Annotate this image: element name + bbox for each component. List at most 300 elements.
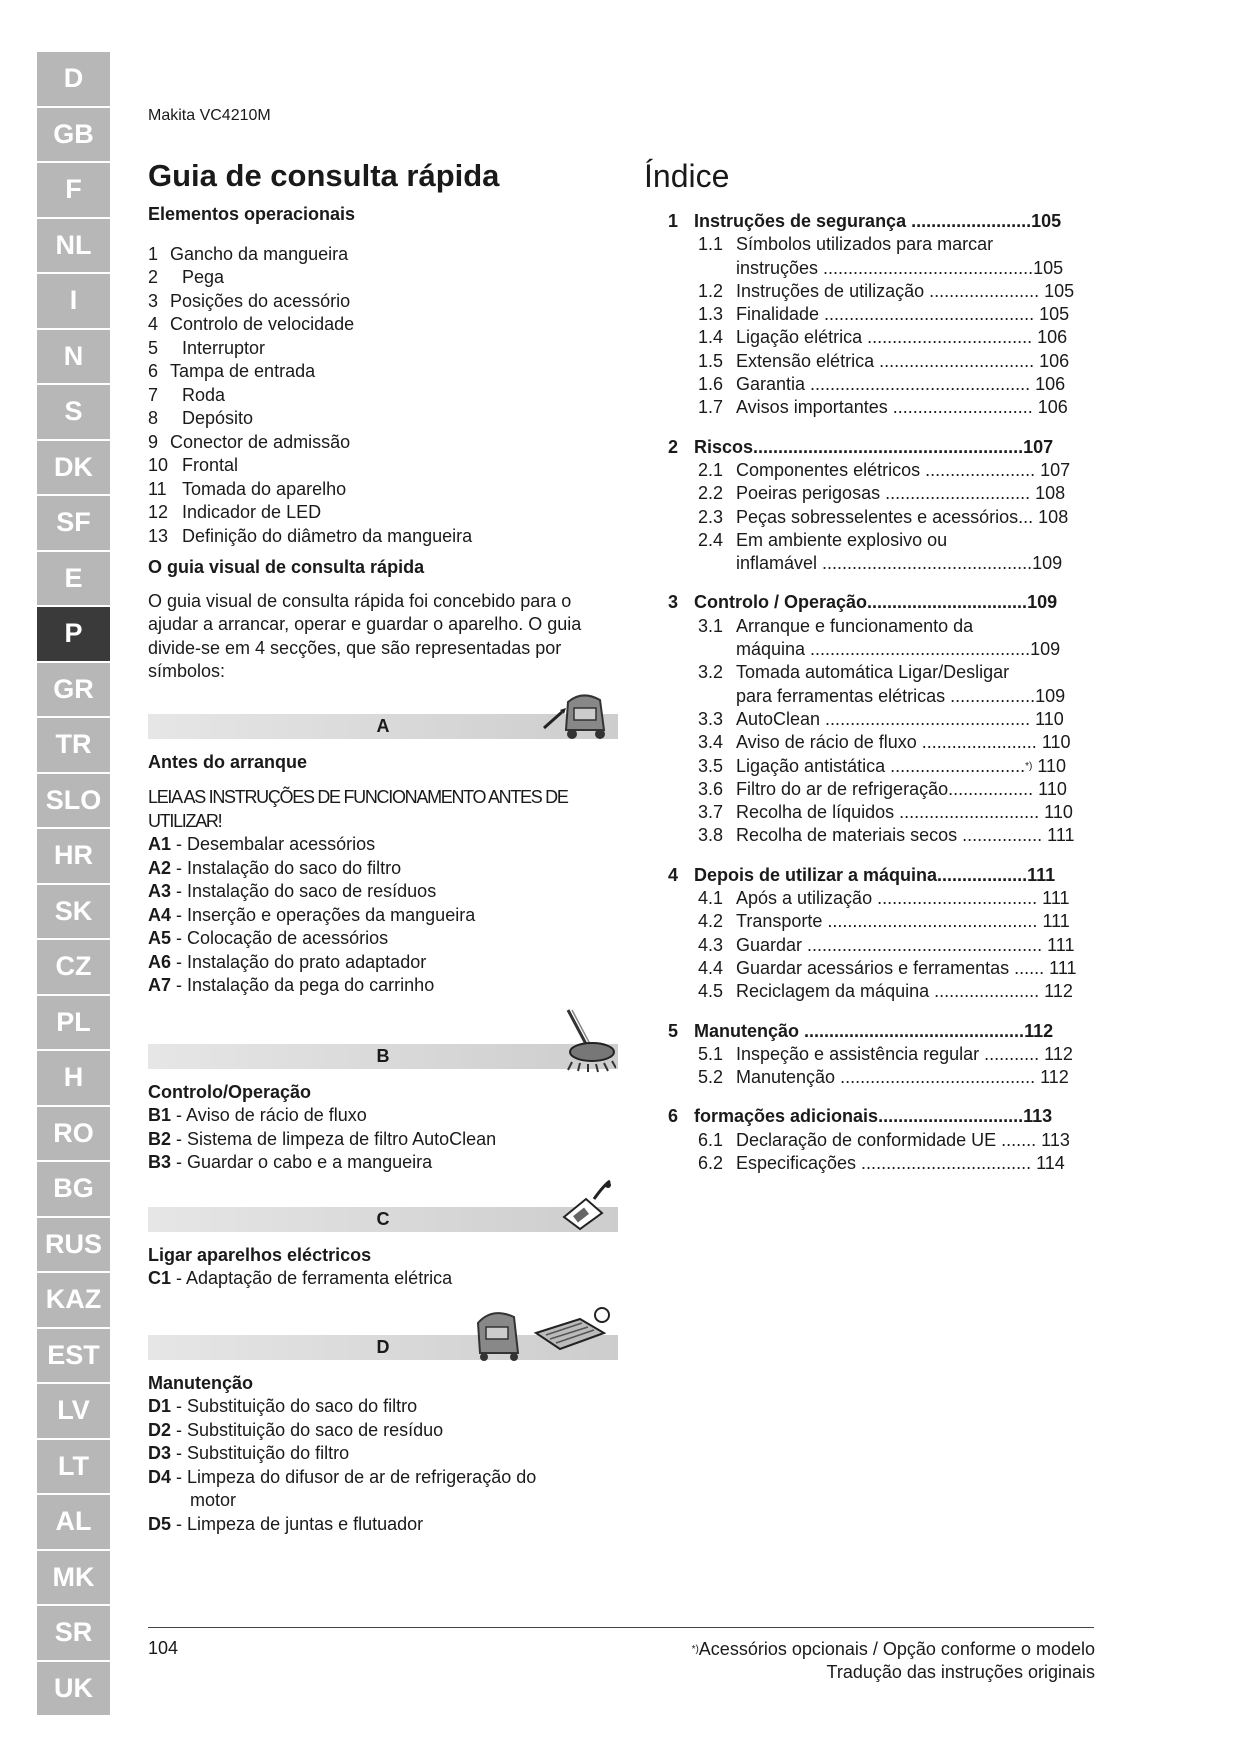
language-tab-mk[interactable]: MK: [37, 1551, 110, 1605]
toc-entry-number: 5.1: [698, 1043, 724, 1064]
toc-section-number: 1: [668, 211, 679, 231]
toc-entry-title: [736, 824, 1138, 847]
item-code: D2: [148, 1419, 172, 1440]
element-label: Depósito: [182, 408, 254, 428]
toc-section-title: Manutenção ............................................: [694, 1020, 1025, 1041]
toc-section-title: Depois de utilizar a máquina..................: [694, 864, 1028, 885]
toc-entry-title-text: Após a utilização ................................: [736, 888, 1038, 909]
element-number: 1: [148, 243, 159, 264]
language-tab-uk[interactable]: UK: [37, 1662, 110, 1716]
language-tab-dk[interactable]: DK: [37, 441, 110, 495]
item-text: - Instalação do saco de resíduos: [176, 881, 437, 901]
toc-entry-title: [736, 373, 1138, 396]
element-number: 2: [148, 267, 159, 287]
toc-entry-title-text: Ligação elétrica .................................: [736, 327, 1033, 348]
toc-entry-title-text: Especificações ..................................: [736, 1152, 1032, 1173]
operational-element: [148, 501, 618, 525]
operational-element: [148, 313, 618, 337]
toc-entry[interactable]: [668, 373, 1138, 396]
language-tab-sr[interactable]: SR: [37, 1606, 110, 1660]
toc-entry-page: 111: [1042, 888, 1070, 909]
item-code: C1: [148, 1268, 172, 1288]
toc-entry-number: 1.5: [698, 350, 724, 371]
toc-entry-number: 3.6: [698, 778, 724, 799]
language-tab-slo[interactable]: SLO: [37, 774, 110, 828]
floor-nozzle-icon: [556, 1008, 616, 1074]
toc-entry[interactable]: [668, 887, 1138, 910]
toc-section-page: 107: [1023, 436, 1054, 457]
power-tool-icon: [558, 1177, 614, 1233]
toc-entry-number: 4.1: [698, 888, 724, 909]
toc-section: [668, 436, 1138, 576]
item-text: - Instalação da pega do carrinho: [176, 975, 435, 995]
toc-entry-number: 1.7: [698, 397, 724, 418]
toc-entry-title-cont: máquina ............................................: [736, 639, 1031, 660]
toc-entry-page: 114: [1036, 1152, 1065, 1173]
toc-entry-number: 3.2: [698, 662, 724, 683]
toc-entry-page: 110: [1044, 802, 1073, 823]
toc-section-page: 109: [1027, 592, 1058, 613]
toc-section-title: Controlo / Operação................................: [694, 592, 1028, 613]
toc-entry-number: 3.3: [698, 708, 724, 729]
toc-section: [668, 210, 1138, 420]
section-bar-b: [148, 1044, 618, 1069]
element-label: Posições do acessório: [170, 290, 351, 311]
section-b-heading: Controlo/Operação: [148, 1081, 312, 1102]
read-instructions-warning: LEIA AS INSTRUÇÕES DE FUNCIONAMENTO ANTES DE UTILIZAR!: [148, 787, 568, 831]
toc-entry-page: 107: [1040, 459, 1071, 480]
item-code: D3: [148, 1443, 172, 1463]
toc-entry-number: 1.3: [698, 304, 724, 325]
guide-item: [148, 951, 618, 975]
section-a-heading: Antes do arranque: [148, 751, 308, 772]
element-label: Controlo de velocidade: [170, 314, 355, 334]
language-tab-d[interactable]: D: [37, 52, 110, 106]
operational-element: [148, 525, 618, 549]
toc-section-number: 5: [668, 1020, 679, 1041]
item-code: A5: [148, 928, 172, 948]
operational-element: [148, 454, 618, 478]
language-tab-est[interactable]: EST: [37, 1329, 110, 1383]
toc-entry-title: [736, 910, 1138, 933]
language-tab-al[interactable]: AL: [37, 1495, 110, 1549]
model-name: Makita VC4210M: [148, 107, 271, 124]
element-label: Gancho da mangueira: [170, 243, 349, 264]
toc-entry-page: 112: [1044, 1043, 1073, 1064]
item-text: - Instalação do saco do filtro: [176, 857, 402, 878]
visual-guide-heading: O guia visual de consulta rápida: [148, 557, 425, 577]
toc-section-title: Riscos......................................................: [694, 436, 1024, 457]
item-text: - Inserção e operações da mangueira: [176, 904, 476, 925]
toc-entry-page: 109: [1035, 685, 1066, 706]
optional-accessories-note: Acessórios opcionais / Opção conforme o modelo: [698, 1639, 1095, 1659]
operational-element: [148, 290, 618, 314]
language-tab-s[interactable]: S: [37, 385, 110, 439]
section-letter-a: A: [376, 715, 390, 736]
toc-entry-number: 5.2: [698, 1067, 724, 1088]
section-a-items: [148, 833, 618, 998]
toc-entry-page: 110: [1037, 755, 1067, 776]
item-text: - Guardar o cabo e a mangueira: [176, 1152, 433, 1172]
toc-entry-number: 3.7: [698, 802, 724, 823]
toc-section-page: 105: [1031, 211, 1062, 231]
toc-entry-title-text: Símbolos utilizados para marcar: [736, 234, 994, 255]
toc-entry-title-cont: instruções ..........................................: [736, 257, 1034, 278]
toc-entry-title-text: Poeiras perigosas .............................: [736, 483, 1031, 504]
guide-item: [148, 927, 618, 951]
toc-entry-title: [736, 801, 1138, 824]
language-tab-tr[interactable]: TR: [37, 718, 110, 772]
toc-entry[interactable]: [668, 778, 1138, 801]
toc-entry[interactable]: [668, 934, 1138, 957]
item-code: A4: [148, 904, 172, 925]
toc-entry-page: 111: [1042, 911, 1070, 932]
operational-element: [148, 337, 618, 361]
item-text: - Limpeza de juntas e flutuador: [176, 1513, 424, 1534]
toc-entry-title-cont: para ferramentas elétricas .................: [736, 685, 1036, 706]
toc-entry-title: [736, 934, 1138, 957]
toc-entry-title: [736, 506, 1138, 529]
toc-entry-title: [736, 280, 1138, 303]
toc-entry-number: 3.4: [698, 732, 724, 753]
toc-entry-title-text: Instruções de utilização ......................: [736, 280, 1040, 301]
toc-entry-title: [736, 731, 1138, 754]
toc-entry-page: 111: [1047, 825, 1075, 846]
item-text: - Sistema de limpeza de filtro AutoClean: [176, 1128, 497, 1149]
toc-entry[interactable]: [668, 661, 1138, 684]
language-tab-lv[interactable]: LV: [37, 1384, 110, 1438]
language-tab-h[interactable]: H: [37, 1051, 110, 1105]
toc-entry-number: 2.1: [698, 459, 724, 480]
toc-entry-title-text: Tomada automática Ligar/Desligar: [736, 662, 1010, 683]
item-code: A7: [148, 975, 172, 995]
toc-entry[interactable]: [668, 957, 1138, 980]
toc-entry-title-text: Componentes elétricos ......................: [736, 459, 1036, 480]
toc-entry-title-text: Finalidade ..........................................: [736, 304, 1035, 325]
toc-section-heading[interactable]: [668, 864, 1138, 887]
element-number: 12: [148, 502, 169, 522]
guide-item: [148, 1442, 618, 1466]
toc-section-heading[interactable]: [668, 210, 1138, 233]
toc-section-page: 111: [1027, 864, 1056, 885]
toc-section: [668, 864, 1138, 1004]
language-tab-gb[interactable]: GB: [37, 108, 110, 162]
language-tab-sf[interactable]: SF: [37, 496, 110, 550]
toc-entry-title-text: AutoClean .........................................: [736, 708, 1031, 729]
item-text: - Adaptação de ferramenta elétrica: [176, 1268, 453, 1288]
toc-entry-number: 6.2: [698, 1152, 724, 1173]
item-text: - Desembalar acessórios: [176, 834, 376, 854]
footnote-marker: *): [691, 1644, 699, 1655]
toc-entry[interactable]: [668, 708, 1138, 731]
language-tab-p[interactable]: P: [37, 607, 110, 661]
toc-section-page: 113: [1023, 1106, 1053, 1127]
section-letter-c: C: [376, 1208, 390, 1229]
toc-entry-title-text: Manutenção .......................................: [736, 1067, 1036, 1088]
element-number: 9: [148, 431, 159, 452]
guide-item: [148, 857, 618, 881]
toc-entry-page: 110: [1038, 778, 1067, 799]
guide-item: [148, 1128, 618, 1152]
toc-entry-title: [736, 1066, 1138, 1089]
item-text-continued: motor: [190, 1490, 237, 1510]
language-tabs: [37, 52, 110, 1717]
toc-section-page: 112: [1024, 1020, 1054, 1041]
toc-entry[interactable]: [668, 506, 1138, 529]
toc-entry-title: [736, 350, 1138, 373]
item-code: A1: [148, 834, 172, 854]
item-code: A2: [148, 857, 172, 878]
element-number: 10: [148, 455, 169, 475]
toc-entry-page: 111: [1047, 934, 1075, 955]
operational-elements-heading: Elementos operacionais: [148, 204, 356, 224]
language-tab-bg[interactable]: BG: [37, 1162, 110, 1216]
item-code: A6: [148, 951, 172, 972]
toc-entry-number: 1.1: [698, 234, 724, 255]
toc-entry-number: 1.6: [698, 374, 724, 395]
page-number: 104: [148, 1638, 179, 1658]
vacuum-cleaner-icon: [538, 684, 618, 744]
toc-entry-title-cont: inflamável ..........................................: [736, 553, 1033, 574]
item-text: - Substituição do saco do filtro: [176, 1396, 418, 1416]
operational-element: [148, 478, 618, 502]
guide-item: [148, 904, 618, 928]
item-code: A3: [148, 881, 172, 901]
item-code: B3: [148, 1152, 172, 1172]
toc-entry[interactable]: [668, 459, 1138, 482]
item-code: D5: [148, 1513, 172, 1534]
toc-entry-number: 3.1: [698, 615, 724, 636]
toc-section-title: formações adicionais.............................: [694, 1106, 1024, 1127]
element-label: Definição do diâmetro da mangueira: [182, 525, 473, 546]
toc-entry-title: [736, 529, 1138, 552]
toc-entry-title: [736, 482, 1138, 505]
toc-entry-title: [736, 1152, 1138, 1175]
toc-entry-number: 2.3: [698, 506, 724, 527]
element-label: Tampa de entrada: [170, 361, 316, 381]
guide-item: [148, 1267, 618, 1291]
section-bar-d: [148, 1335, 618, 1360]
toc-entry[interactable]: [668, 1066, 1138, 1089]
element-number: 7: [148, 384, 159, 405]
toc-entry-continued: [668, 552, 1138, 575]
toc-entry[interactable]: [668, 326, 1138, 349]
toc-entry-title-text: Guardar ...............................................: [736, 934, 1043, 955]
toc-entry-title: [736, 1129, 1138, 1152]
element-number: 13: [148, 525, 169, 546]
toc-entry-title-text: Ligação antistática ...........................: [736, 755, 1026, 776]
toc-section-number: 2: [668, 436, 679, 457]
guide-item: [148, 1104, 618, 1128]
toc-entry[interactable]: [668, 615, 1138, 638]
toc-entry[interactable]: [668, 801, 1138, 824]
toc-entry[interactable]: [668, 824, 1138, 847]
element-label: Indicador de LED: [182, 502, 322, 522]
item-text: - Colocação de acessórios: [176, 928, 389, 948]
toc-entry-title: [736, 661, 1138, 684]
toc-entry[interactable]: [668, 910, 1138, 933]
toc-entry[interactable]: [668, 731, 1138, 754]
toc-entry-number: 4.4: [698, 957, 724, 978]
element-number: 3: [148, 290, 159, 311]
section-bar-a: [148, 714, 618, 739]
toc-entry-page: 105: [1044, 280, 1075, 301]
element-label: Interruptor: [182, 337, 266, 358]
item-code: B1: [148, 1105, 172, 1125]
guide-item: [148, 1151, 618, 1175]
section-d-items: [148, 1395, 618, 1536]
table-of-contents: [668, 210, 1138, 1191]
language-tab-f[interactable]: F: [37, 163, 110, 217]
toc-entry-title-text: Arranque e funcionamento da: [736, 615, 974, 636]
toc-entry[interactable]: [668, 482, 1138, 505]
item-text: - Substituição do saco de resíduo: [176, 1419, 444, 1440]
section-c-items: [148, 1267, 618, 1291]
language-tab-n[interactable]: N: [37, 330, 110, 384]
toc-entry-page: 106: [1035, 374, 1066, 395]
toc-section-heading[interactable]: [668, 436, 1138, 459]
toc-entry-number: 1.4: [698, 327, 724, 348]
toc-entry[interactable]: [668, 1043, 1138, 1066]
toc-entry-title: [736, 708, 1138, 731]
language-tab-sk[interactable]: SK: [37, 885, 110, 939]
guide-item: [148, 974, 618, 998]
toc-entry-page: 106: [1037, 327, 1068, 348]
footer-divider: [148, 1627, 1094, 1628]
toc-entry-title-text: Recolha de líquidos ............................: [736, 802, 1040, 823]
toc-entry-title: [736, 396, 1138, 419]
language-tab-lt[interactable]: LT: [37, 1440, 110, 1494]
guide-item: [148, 1466, 618, 1490]
toc-entry-title: [736, 980, 1138, 1003]
toc-entry[interactable]: [668, 755, 1138, 778]
toc-entry-page: 111: [1049, 957, 1077, 978]
element-label: Tomada do aparelho: [182, 478, 347, 499]
item-text: - Substituição do filtro: [176, 1443, 350, 1463]
toc-entry[interactable]: [668, 980, 1138, 1003]
toc-entry-page: 109: [1030, 639, 1061, 660]
visual-guide-text: O guia visual de consulta rápida foi concebido para o ajudar a arrancar, operar e guardar o aparelho. O guia divide-se em 4 secções, que são representadas por símbolos:: [148, 590, 582, 681]
toc-entry-title: [736, 326, 1138, 349]
language-tab-e[interactable]: E: [37, 552, 110, 606]
toc-entry-page: 106: [1037, 397, 1068, 418]
element-number: 6: [148, 361, 159, 381]
element-number: 4: [148, 314, 159, 334]
toc-section-heading[interactable]: [668, 591, 1138, 614]
toc-entry-title-text: Transporte ..........................................: [736, 911, 1038, 932]
toc-entry-page: 106: [1039, 350, 1070, 371]
toc-entry-title: [736, 887, 1138, 910]
optional-marker: *): [1025, 760, 1033, 772]
section-d-heading: Manutenção: [148, 1372, 254, 1393]
toc-section-number: 4: [668, 864, 679, 885]
toc-entry-title: [736, 1043, 1138, 1066]
toc-entry[interactable]: [668, 396, 1138, 419]
toc-section: [668, 1020, 1138, 1090]
toc-entry[interactable]: [668, 303, 1138, 326]
item-code: D1: [148, 1396, 172, 1416]
language-tab-kaz[interactable]: KAZ: [37, 1273, 110, 1327]
toc-entry-number: 2.2: [698, 483, 724, 504]
element-label: Frontal: [182, 455, 239, 475]
toc-entry[interactable]: [668, 350, 1138, 373]
toc-entry-title-text: Avisos importantes ............................: [736, 397, 1033, 418]
toc-entry-number: 3.8: [698, 825, 724, 846]
toc-entry-continued: [668, 685, 1138, 708]
toc-entry-page: 105: [1039, 304, 1070, 325]
toc-entry-title-text: Inspeção e assistência regular ...........: [736, 1043, 1040, 1064]
toc-entry-number: 4.2: [698, 911, 724, 932]
quick-guide-title: Guia de consulta rápida: [148, 158, 500, 193]
toc-entry-page: 108: [1038, 506, 1069, 527]
element-label: Roda: [182, 384, 226, 405]
toc-section-title: Instruções de segurança ........................: [694, 211, 1032, 231]
toc-entry-number: 6.1: [698, 1129, 724, 1150]
toc-entry[interactable]: [668, 1129, 1138, 1152]
toc-section-heading[interactable]: [668, 1020, 1138, 1043]
operational-element: [148, 243, 618, 267]
language-tab-ro[interactable]: RO: [37, 1107, 110, 1161]
toc-entry[interactable]: [668, 1152, 1138, 1175]
footer-notes: [692, 1638, 1095, 1684]
toc-entry-title: [736, 778, 1138, 801]
toc-entry-title: [736, 233, 1138, 256]
language-tab-pl[interactable]: PL: [37, 996, 110, 1050]
language-tab-rus[interactable]: RUS: [37, 1218, 110, 1272]
toc-entry-title-text: Aviso de rácio de fluxo .......................: [736, 732, 1037, 753]
toc-section-number: 6: [668, 1106, 679, 1127]
toc-entry-page: 109: [1032, 553, 1063, 574]
toc-section-heading[interactable]: [668, 1105, 1138, 1128]
item-text: - Instalação do prato adaptador: [176, 951, 427, 972]
element-number: 5: [148, 337, 159, 358]
toc-entry[interactable]: [668, 233, 1138, 256]
operational-element: [148, 384, 618, 408]
toc-entry-page: 110: [1041, 732, 1071, 753]
language-tab-gr[interactable]: GR: [37, 663, 110, 717]
element-number: 11: [148, 478, 167, 499]
operational-element: [148, 431, 618, 455]
language-tab-cz[interactable]: CZ: [37, 940, 110, 994]
element-label: Conector de admissão: [170, 431, 351, 452]
toc-entry-title: [736, 303, 1138, 326]
toc-entry-number: 1.2: [698, 280, 724, 301]
toc-entry-title-text: Guardar acessários e ferramentas ......: [736, 957, 1045, 978]
toc-entry-page: 112: [1044, 981, 1073, 1002]
toc-entry-title-text: Reciclagem da máquina .....................: [736, 981, 1040, 1002]
toc-entry[interactable]: [668, 280, 1138, 303]
toc-entry[interactable]: [668, 529, 1138, 552]
translation-note: Tradução das instruções originais: [826, 1662, 1095, 1682]
operational-element: [148, 360, 618, 384]
guide-item: [148, 1395, 618, 1419]
toc-entry-number: 4.5: [698, 981, 724, 1002]
language-tab-hr[interactable]: HR: [37, 829, 110, 883]
toc-entry-continued: [668, 257, 1138, 280]
toc-entry-number: 3.5: [698, 755, 724, 776]
toc-section-number: 3: [668, 592, 679, 613]
toc-entry-page: 105: [1033, 257, 1064, 278]
element-number: 8: [148, 408, 159, 428]
toc-entry-title: [736, 459, 1138, 482]
language-tab-nl[interactable]: NL: [37, 219, 110, 273]
toc-entry-title-text: Em ambiente explosivo ou: [736, 529, 948, 550]
section-c-heading: Ligar aparelhos eléctricos: [148, 1244, 372, 1265]
item-code: D4: [148, 1466, 172, 1487]
operational-elements-list: [148, 243, 618, 549]
toc-entry-title-text: Declaração de conformidade UE .......: [736, 1129, 1037, 1150]
language-tab-i[interactable]: I: [37, 274, 110, 328]
